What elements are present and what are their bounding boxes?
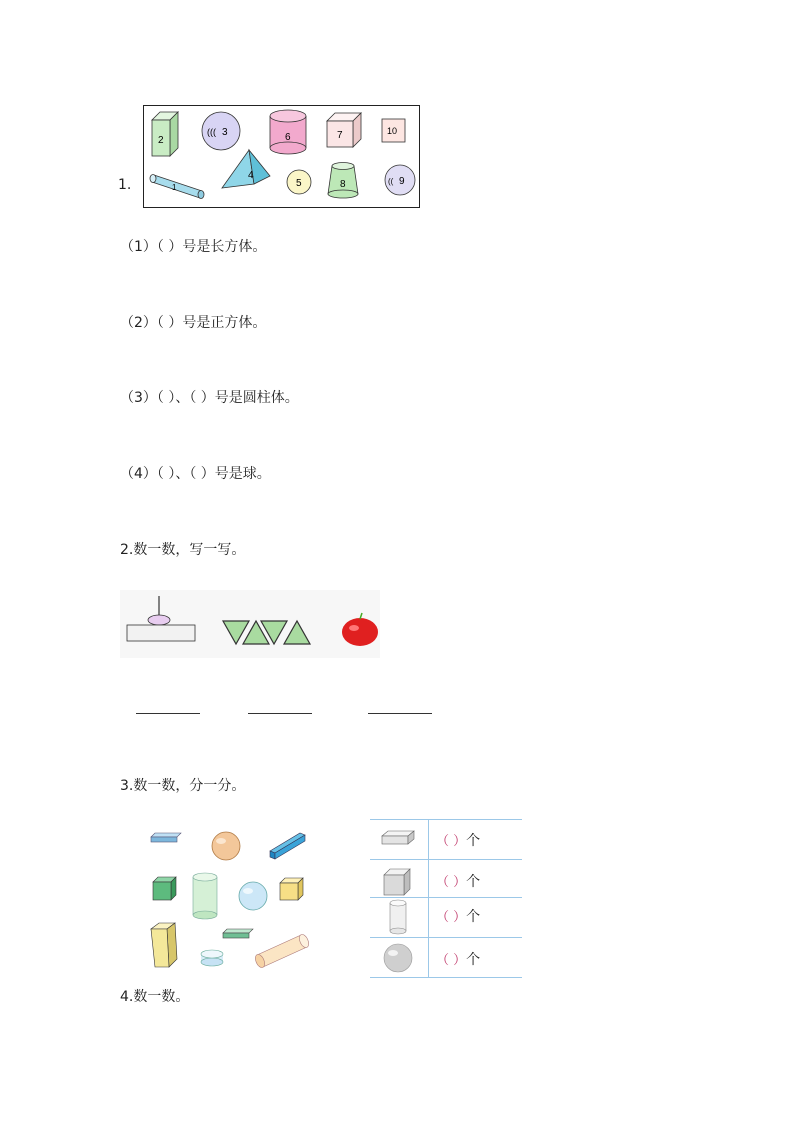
q1-number: 1.	[118, 177, 132, 193]
triangles-group	[223, 621, 310, 644]
sphere-blue	[239, 882, 267, 910]
cube-green	[153, 877, 176, 900]
q2-answer-line-1[interactable]	[136, 713, 200, 714]
shape-10-square	[382, 119, 405, 142]
table-row-4	[436, 949, 480, 969]
table-row-1-unit: 个	[466, 833, 481, 849]
table-row-2-blank[interactable]: （ ）	[436, 875, 467, 890]
shape-4-label: 4	[248, 170, 254, 181]
table-row-1-blank[interactable]: （ ）	[436, 834, 467, 849]
q3-objects-svg	[145, 825, 315, 975]
q2-answer-line-3[interactable]	[368, 713, 432, 714]
shape-5-sphere	[287, 170, 311, 194]
q1-sub-2: （2）（ ）号是正方体。	[120, 315, 267, 331]
cuboid-yellow	[151, 923, 177, 967]
table-row-3-unit: 个	[466, 909, 481, 925]
table-vertical-line	[428, 819, 429, 978]
shape-3-sphere	[202, 112, 240, 150]
table-row-2-unit: 个	[466, 874, 481, 890]
q1-sub-4: （4）（ ）、（ ）号是球。	[120, 466, 271, 482]
q3-count-table	[370, 819, 522, 979]
q2-answer-line-2[interactable]	[248, 713, 312, 714]
shape-10-label: 10	[387, 126, 398, 136]
apple-icon	[342, 613, 378, 646]
cylinder-green	[193, 873, 217, 919]
table-row-4-blank[interactable]: （ ）	[436, 953, 467, 968]
shape-1-rod	[150, 175, 204, 199]
q2-figure-svg	[120, 590, 380, 658]
shape-4-pyramid	[222, 150, 270, 188]
stand-object	[127, 596, 195, 641]
q1-shapes-figure	[144, 106, 419, 207]
flat-cuboid-blue	[151, 833, 181, 842]
shape-1-label: 1	[172, 183, 177, 192]
bar-blue	[270, 833, 305, 859]
shape-2-cuboid	[152, 112, 178, 156]
shape-8-frustum	[328, 163, 358, 199]
table-icons	[370, 819, 428, 978]
svg-text:((: ((	[388, 177, 394, 186]
shape-7-label: 7	[337, 130, 343, 141]
sphere-icon	[384, 944, 412, 972]
shape-9-sphere	[385, 165, 415, 195]
table-row-2	[436, 871, 480, 891]
q3-objects-figure	[145, 825, 315, 975]
shape-5-label: 5	[296, 178, 302, 189]
q3-title: 3.数一数，分一分。	[120, 778, 246, 794]
table-row-3-blank[interactable]: （ ）	[436, 910, 467, 925]
shape-6-label: 6	[285, 132, 291, 143]
q2-figure	[120, 590, 380, 658]
disc-cylinder	[201, 950, 223, 966]
table-row-3	[436, 906, 480, 926]
cube-icon	[384, 869, 410, 895]
cylinder-lying	[253, 933, 310, 969]
q1-shapes-box	[143, 105, 420, 208]
shape-9-label: 9	[399, 176, 405, 187]
shape-3-label: (((	[207, 127, 216, 137]
q2-title: 2.数一数，写一写。	[120, 542, 246, 558]
svg-text:3: 3	[222, 127, 228, 138]
table-row-4-unit: 个	[466, 952, 481, 968]
cylinder-icon	[390, 900, 406, 934]
shape-2-label: 2	[158, 135, 164, 146]
flat-cuboid-green	[223, 929, 253, 938]
shape-7-cube	[327, 113, 361, 147]
shape-8-label: 8	[340, 179, 346, 190]
sphere-orange	[212, 832, 240, 860]
shape-6-cylinder	[270, 110, 306, 154]
q4-title: 4.数一数。	[120, 989, 190, 1005]
q1-sub-1: （1）（ ）号是长方体。	[120, 239, 267, 255]
cuboid-flat-icon	[382, 831, 414, 844]
cube-yellow	[280, 878, 303, 900]
q1-sub-3: （3）（ ）、（ ）号是圆柱体。	[120, 390, 299, 406]
table-row-1	[436, 830, 480, 850]
